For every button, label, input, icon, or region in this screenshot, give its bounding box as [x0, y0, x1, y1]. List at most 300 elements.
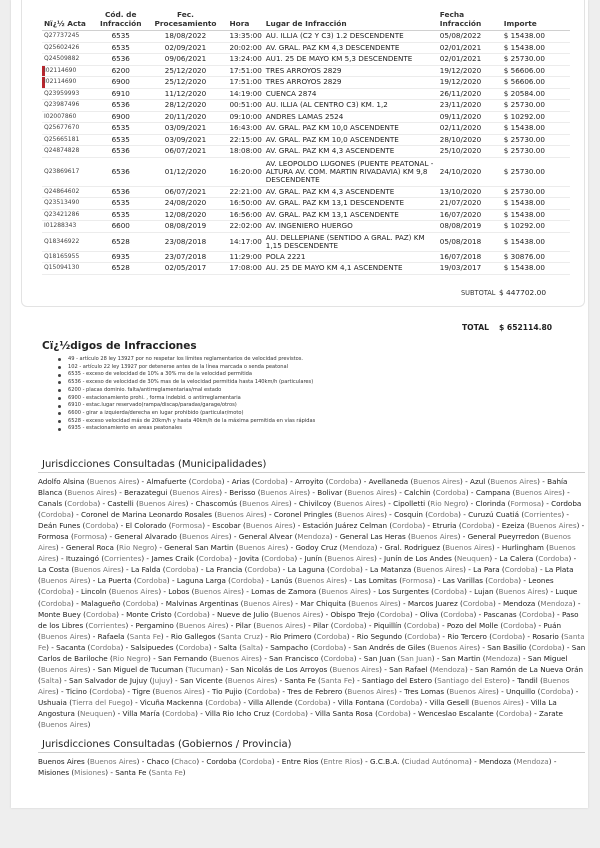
jurisdiction-name: Bahía Blanca [38, 477, 568, 498]
jurisdiction-item: Tres Lomas (Buenos Aires) [404, 686, 499, 696]
cell-fecha-inf: 16/07/2020 [438, 209, 502, 221]
jurisdiction-name: Zarate [539, 708, 563, 718]
jurisdiction-province: Buenos Aires [155, 686, 203, 696]
cell-codigo: 6536 [98, 157, 143, 186]
jurisdiction-province: Cordoba [297, 697, 328, 707]
jurisdiction-province: Buenos Aires [38, 543, 576, 564]
jurisdiction-item: Buenos Aires (Buenos Aires) [38, 757, 140, 766]
cell-fecha-proc: 08/08/2019 [143, 221, 227, 233]
jurisdiction-item: Coronel de Marina Leonardo Rosales (Buenos Aires) [80, 510, 267, 520]
jurisdiction-name: Arroyito [295, 477, 324, 486]
jurisdiction-item: James Craik (Cordoba) [151, 554, 232, 564]
jurisdiction-province: Buenos Aires [256, 620, 303, 630]
jurisdiction-name: Santa Fe [284, 675, 316, 685]
jurisdiction-name: Monte Buey [38, 609, 81, 619]
jurisdiction-province: Cordoba [428, 510, 459, 520]
cell-acta: Q24874828 [42, 146, 98, 158]
cell-importe: $ 15438.00 [502, 232, 570, 251]
jurisdiction-name: Rosario [532, 631, 559, 641]
jurisdiction-name: Tres de Febrero [287, 686, 343, 696]
jurisdiction-province: Cordoba [165, 565, 196, 575]
jurisdiction-item: Malvinas Argentinas (Buenos Aires) [165, 598, 294, 608]
code-item: 6536 - exceso de velocidad de 30% mas de la velocidad permitida hasta 140km/h (particulares) [58, 379, 478, 387]
jurisdiction-name: Villa Allende [248, 697, 293, 707]
subtotal-label: SUBTOTAL [461, 289, 496, 297]
jurisdiction-item: San Vicente (Buenos Aires) [179, 675, 278, 685]
jurisdiction-name: Chaco [146, 757, 169, 766]
table-row [42, 134, 570, 146]
provincial-title: Jurisdicciones Consultadas (Gobiernos / Provincia) [42, 739, 292, 750]
jurisdiction-province: Cordoba [538, 554, 569, 564]
jurisdiction-province: Cordoba [40, 598, 71, 608]
jurisdiction-item: Estación Juárez Celman (Cordoba) [302, 521, 426, 531]
cell-acta: Q23421286 [42, 209, 98, 221]
jurisdiction-province: Cordoba [492, 631, 523, 641]
jurisdiction-province: Cordoba [488, 576, 519, 586]
jurisdiction-province: Cordoba [208, 697, 239, 707]
jurisdiction-item: Pergamino (Buenos Aires) [135, 620, 229, 630]
jurisdiction-province: Cordoba [191, 477, 222, 486]
jurisdiction-province: Cordoba [435, 488, 466, 498]
jurisdiction-item: Arias (Cordoba) [231, 477, 288, 486]
jurisdiction-item: Villa Santa Rosa (Cordoba) [315, 708, 411, 718]
jurisdiction-name: Oliva [419, 609, 439, 619]
jurisdiction-item: Sampacho (Cordoba) [270, 642, 347, 652]
cell-importe: $ 15438.00 [502, 209, 570, 221]
jurisdiction-name: Cordoba [551, 499, 582, 509]
subtotal-value: $ 447702.00 [499, 288, 547, 297]
cell-fecha-proc: 28/12/2020 [143, 100, 227, 112]
jurisdiction-province: Mendoza [516, 757, 549, 766]
cell-fecha-proc: 02/05/2017 [143, 263, 227, 275]
jurisdiction-province: Buenos Aires [351, 598, 398, 608]
jurisdiction-name: Chivilcoy [298, 499, 332, 509]
jurisdiction-province: Cordoba [323, 653, 354, 663]
table-row [42, 209, 570, 221]
code-item: 6535 - exceso de velocidad de 10% a 30% ms de la velocidad permitida [58, 371, 478, 379]
jurisdiction-name: Junín de Los Andes [383, 554, 452, 564]
jurisdiction-name: San Andrés de Giles [353, 642, 426, 652]
jurisdiction-item: San Carlos de Bariloche (Rio Negro) [38, 642, 586, 663]
cell-acta: Q27737245 [42, 31, 98, 43]
jurisdiction-province: Rio Negro [112, 653, 149, 663]
jurisdiction-province: Buenos Aires [347, 686, 395, 696]
table-row [42, 65, 570, 77]
jurisdiction-name: Marcos Juarez [407, 598, 458, 608]
jurisdiction-province: Buenos Aires [243, 598, 291, 608]
cell-importe: $ 15438.00 [502, 123, 570, 135]
jurisdiction-item: Luque (Cordoba) [38, 587, 578, 608]
jurisdiction-province: Buenos Aires [242, 499, 289, 509]
municipal-list: Adolfo Alsina (Buenos Aires) - Almafuerte (Cordoba) - Arias (Cordoba) - Arroyito (Cordoba) - Avellaneda (Buenos Aires) - Azul (Buenos Aires) - Bahía Blanca (Buenos Aires) - Berazategui (Buenos Aires) - Berisso (Buenos Aires) - Bolivar (Buenos Aires) - Calchin (Cordoba) - Campana (Buenos Aires) - Canals (Cordoba) - Castelli (Buenos Aires) - Chascomús (Buenos Aires) - Chivilcoy (Buenos Aires) - Cipolletti (Rio Negro) - Clorinda (Formosa) - Cordoba (Cordoba) - Coronel de Marina Leonardo Rosales (Buenos Aires) - Coronel Pringles (Buenos Aires) - Cosquin (Cordoba) - Curuzú Cuatiá (Corrientes) - Deán Funes (Cordoba) - El Colorado (Formosa) - Escobar (Buenos Aires) - Estación Juárez Celman (Cordoba) - Etruria (Cordoba) - Ezeiza (Buenos Aires) - Formosa (Formosa) - General Alvarado (Buenos Aires) - General Alvear (Mendoza) - General Las Heras (Buenos Aires) - General Pueyrredon (Buenos Aires) - General Roca (Rio Negro) - General San Martin (Buenos Aires) - Godoy Cruz (Mendoza) - Gral. Rodriguez (Buenos Aires) - Hurlingham (Buenos Aires) - Ituzaingó (Corrientes) - James Craik (Cordoba) - Jovita (Cordoba) - Junín (Buenos Aires) - Junín de Los Andes (Neuquen) - La Calera (Cordoba) - La Costa (Buenos Aires) - La Falda (Cordoba) - La Francia (Cordoba) - La Laguna (Cordoba) - La Matanza (Buenos Aires) - La Para (Cordoba) - La Plata (Buenos Aires) - La Puerta (Cordoba) - Laguna Larga (Cordoba) - Lanús (Buenos Aires) - Las Lomitas (Formosa) - Las Varillas (Cordoba) - Leones (Cordoba) - Lincoln (Buenos Aires) - Lobos (Buenos Aires) - Lomas de Zamora (Buenos Aires) - Los Surgentes (Cordoba) - Lujan (Buenos Aires) - Luque (Cordoba) - Malagueño (Cordoba) - Malvinas Argentinas (Buenos Aires) - Mar Chiquita (Buenos Aires) - Marcos Juarez (Cordoba) - Mendoza (Mendoza) - Monte Buey (Cordoba) - Monte Cristo (Cordoba) - Nueve de Julio (Buenos Aires) - Obispo Trejo (Cordoba) - Oliva (Cordoba) - Pascanas (Cordoba) - Paso de los Libres (Corrientes) - Pergamino (Buenos Aires) - Pilar (Buenos Aires) - Pilar (Cordoba) - Piquillín (Cordoba) - Pozo del Molle (Cordoba) - Puán (Buenos Aires) - Rafaela (Santa Fe) - Rio Gallegos (Santa Cruz) - Rio Primero (Cordoba) - Rio Segundo (Cordoba) - Rio Tercero (Cordoba) - Rosario (Santa Fe) - Sacanta (Cordoba) - Salsipuedes (Cordoba) - Salta (Salta) - Sampacho (Cordoba) - San Andrés de Giles (Buenos Aires) - San Basilio (Cordoba) - San Carlos de Bariloche (Rio Negro) - San Fernando (Buenos Aires) - San Francisco (Cordoba) - San Juan (San Juan) - San Martin (Mendoza) - San Miguel (Buenos Aires) - San Miguel de Tucuman (Tucuman) - San Nicolás de Los Arroyos (Buenos Aires) - San Rafael (Mendoza) - San Ramón de La Nueva Orán (Salta) - San Salvador de Jujuy (Jujuy) - San Vicente (Buenos Aires) - Santa Fe (Santa Fe) - Santiago del Estero (Santiago del Estero) - Tandil (Buenos Aires) - Ticino (Cordoba) - Tigre (Buenos Aires) - Tio Pujio (Cordoba) - Tres de Febrero (Buenos Aires) - Tres Lomas (Buenos Aires) - Unquillo (Cordoba) - Ushuaia (Tierra del Fuego) - Vicuña Mackenna (Cordoba) - Villa Allende (Cordoba) - Villa Fontana (Cordoba) - Villa Gesell (Buenos Aires) - Villa La Angostura (Neuquen) - Villa María (Cordoba) - Villa Rio Icho Cruz (Cordoba) - Villa Santa Rosa (Cordoba) - Wenceslao Escalante (Cordoba) - Zarate (Buenos Aires) [38, 477, 586, 730]
jurisdiction-name: Salta [218, 642, 237, 652]
jurisdiction-province: Cordoba [241, 757, 272, 766]
cell-lugar: AV. GRAL. PAZ KM 10,0 ASCENDENTE [264, 134, 438, 146]
jurisdiction-name: Curuzú Cuatiá [468, 510, 520, 520]
jurisdiction-name: Villa Rio Icho Cruz [205, 708, 270, 718]
cell-codigo: 6528 [98, 232, 143, 251]
cell-fecha-proc: 09/06/2021 [143, 54, 227, 66]
jurisdiction-name: Calchin [404, 488, 431, 498]
jurisdiction-name: Rio Segundo [356, 631, 403, 641]
jurisdiction-name: Villa Gesell [429, 697, 470, 707]
jurisdiction-name: La Costa [38, 565, 70, 575]
jurisdiction-name: La Francia [205, 565, 243, 575]
jurisdiction-name: San Miguel [527, 653, 568, 663]
jurisdiction-name: San Salvador de Jujuy [68, 675, 148, 685]
jurisdiction-item: Almafuerte (Cordoba) [146, 477, 225, 486]
jurisdiction-item: Cipolletti (Rio Negro) [393, 499, 469, 509]
jurisdiction-province: Buenos Aires [227, 675, 275, 685]
jurisdiction-province: Cordoba [389, 697, 420, 707]
jurisdiction-province: Buenos Aires [332, 664, 380, 674]
jurisdiction-name: Tres Lomas [404, 686, 445, 696]
cell-fecha-proc: 18/08/2022 [143, 31, 227, 43]
jurisdiction-item: Oliva (Cordoba) [419, 609, 477, 619]
cell-importe: $ 25730.00 [502, 146, 570, 158]
jurisdiction-province: Buenos Aires [194, 587, 242, 597]
jurisdiction-name: Pilar [312, 620, 329, 630]
jurisdiction-province: Buenos Aires [410, 532, 458, 542]
jurisdiction-name: Hurlingham [501, 543, 544, 553]
cell-codigo: 6600 [98, 221, 143, 233]
cell-fecha-inf: 24/10/2020 [438, 157, 502, 186]
table-row [42, 42, 570, 54]
jurisdiction-item: Rafaela (Santa Fe) [97, 631, 164, 641]
jurisdiction-item: La Plata (Buenos Aires) [38, 565, 574, 586]
jurisdiction-name: Monte Cristo [126, 609, 172, 619]
cell-codigo: 6935 [98, 251, 143, 263]
jurisdiction-name: San Carlos de Bariloche [38, 642, 586, 663]
cell-lugar: AU1. 25 DE MAYO KM 5,3 DESCENDENTE [264, 54, 438, 66]
jurisdiction-name: Berisso [229, 488, 256, 498]
code-item: 6935 - estacionamiento en areas peatonales [58, 425, 478, 433]
cell-hora: 16:50:00 [229, 198, 262, 208]
jurisdiction-item: Hurlingham (Buenos Aires) [38, 543, 576, 564]
cell-hora: 14:19:00 [229, 88, 262, 98]
jurisdiction-name: Rio Primero [270, 631, 312, 641]
jurisdiction-item: Deán Funes (Cordoba) [38, 521, 119, 531]
jurisdiction-item: Junín de Los Andes (Neuquen) [383, 554, 493, 564]
cell-hora: 13:24:00 [229, 54, 262, 64]
cell-fecha-proc: 20/11/2020 [143, 111, 227, 123]
jurisdiction-item: Pascanas (Cordoba) [483, 609, 555, 619]
jurisdiction-name: Lujan [474, 587, 494, 597]
jurisdiction-item: Cordoba (Cordoba) [38, 499, 582, 520]
table-row [42, 146, 570, 158]
jurisdiction-province: Buenos Aires [40, 576, 88, 586]
jurisdiction-item: Mar Chiquita (Buenos Aires) [300, 598, 401, 608]
jurisdiction-name: Arias [231, 477, 250, 486]
cell-hora: 16:56:00 [229, 209, 262, 219]
jurisdiction-name: Berazategui [124, 488, 168, 498]
jurisdiction-name: Las Varillas [442, 576, 483, 586]
table-row [42, 100, 570, 112]
cell-importe: $ 56606.00 [502, 65, 570, 77]
jurisdiction-name: San Ramón de La Nueva Orán [474, 664, 584, 674]
codes-title: Cï¿½digos de Infracciones [42, 340, 197, 352]
cell-lugar: AU. 25 DE MAYO KM 4,1 ASCENDENTE [264, 263, 438, 275]
jurisdiction-name: San Miguel de Tucuman [97, 664, 183, 674]
jurisdiction-province: Cordoba [313, 642, 344, 652]
codes-list [58, 356, 478, 433]
cell-acta: Q23987496 [42, 100, 98, 112]
jurisdiction-item: Vicuña Mackenna (Cordoba) [140, 697, 242, 707]
cell-hora: 00:51:00 [229, 100, 262, 110]
table-row [42, 198, 570, 210]
jurisdiction-item: Las Varillas (Cordoba) [442, 576, 522, 586]
jurisdiction-name: La Puerta [97, 576, 132, 586]
jurisdiction-item: La Calera (Cordoba) [499, 554, 572, 564]
jurisdiction-name: Los Surgentes [378, 587, 429, 597]
cell-acta: Q25665181 [42, 134, 98, 146]
jurisdiction-item: Lujan (Buenos Aires) [474, 587, 549, 597]
jurisdiction-item: Avellaneda (Buenos Aires) [368, 477, 463, 486]
jurisdiction-name: Santiago del Estero [362, 675, 432, 685]
cell-hora: 17:08:00 [229, 263, 262, 273]
provincial-list: Buenos Aires (Buenos Aires) - Chaco (Chaco) - Cordoba (Cordoba) - Entre Rios (Entre Rios) - G.C.B.A. (Ciudad Autónoma) - Mendoza (Mendoza) - Misiones (Misiones) - Santa Fe (Santa Fe) [38, 757, 557, 778]
jurisdiction-item: Etruria (Cordoba) [432, 521, 495, 531]
jurisdiction-province: Formosa [402, 576, 433, 586]
jurisdiction-province: Cordoba [92, 686, 123, 696]
jurisdiction-name: Paso de los Libres [38, 609, 579, 630]
jurisdiction-item: Cosquin (Cordoba) [394, 510, 461, 520]
jurisdiction-province: Buenos Aires [337, 510, 385, 520]
cell-fecha-proc: 06/07/2021 [143, 146, 227, 158]
jurisdiction-name: Nueve de Julio [216, 609, 269, 619]
jurisdiction-item: Los Surgentes (Cordoba) [378, 587, 467, 597]
jurisdiction-item: General San Martin (Buenos Aires) [164, 543, 289, 553]
jurisdiction-item: G.C.B.A. (Ciudad Autónoma) [370, 757, 472, 766]
jurisdiction-item: Villa Rio Icho Cruz (Cordoba) [205, 708, 308, 718]
jurisdiction-item: Santa Fe (Santa Fe) [284, 675, 355, 685]
jurisdiction-name: Mendoza [502, 598, 536, 608]
jurisdiction-province: Buenos Aires [138, 499, 186, 509]
cell-codigo: 6535 [98, 134, 143, 146]
cell-lugar: AV. GRAL. PAZ KM 4,3 ASCENDENTE [264, 186, 438, 198]
table-row [42, 263, 570, 275]
jurisdiction-name: Lincoln [80, 587, 107, 597]
jurisdiction-name: Sacanta [56, 642, 86, 652]
jurisdiction-name: La Para [473, 565, 500, 575]
jurisdiction-province: Buenos Aires [327, 554, 374, 564]
jurisdiction-name: Leones [528, 576, 554, 586]
jurisdiction-name: Mar Chiquita [300, 598, 346, 608]
jurisdiction-name: San Basilio [487, 642, 527, 652]
jurisdiction-name: James Craik [151, 554, 194, 564]
cell-hora: 22:02:00 [229, 221, 262, 231]
jurisdiction-item: La Costa (Buenos Aires) [38, 565, 124, 575]
jurisdiction-name: Ushuaia [38, 697, 67, 707]
jurisdiction-name: G.C.B.A. [370, 757, 400, 766]
code-item: 6528 - exceso velocidad más de 20km/h y hasta 40km/h de la máxima permitida en vías rápidas [58, 418, 478, 426]
cell-lugar: AV. GRAL. PAZ KM 10,0 ASCENDENTE [264, 123, 438, 135]
table-row [42, 88, 570, 100]
jurisdiction-province: Cordoba [274, 708, 306, 718]
jurisdiction-province: Ciudad Autónoma [404, 757, 469, 766]
cell-fecha-inf: 08/08/2019 [438, 221, 502, 233]
code-item: 6900 - estacionamiento prohi. , forma indebid. o antirreglamentaria [58, 395, 478, 403]
jurisdiction-province: Cordoba [379, 609, 410, 619]
cell-codigo: 6535 [98, 31, 143, 43]
jurisdiction-item: Marcos Juarez (Cordoba) [407, 598, 496, 608]
jurisdiction-name: San Vicente [179, 675, 223, 685]
jurisdiction-province: Buenos Aires [445, 543, 492, 553]
jurisdiction-name: Cipolletti [393, 499, 426, 509]
jurisdiction-name: Rio Tercero [447, 631, 487, 641]
jurisdiction-province: Buenos Aires [490, 477, 538, 486]
jurisdiction-item: Curuzú Cuatiá (Corrientes) [468, 510, 565, 520]
jurisdiction-name: San Rafael [389, 664, 428, 674]
jurisdiction-name: General Alvear [238, 532, 293, 542]
jurisdiction-item: Rio Primero (Cordoba) [270, 631, 350, 641]
jurisdiction-item: Paso de los Libres (Corrientes) [38, 609, 579, 630]
jurisdiction-name: Pergamino [135, 620, 174, 630]
cell-fecha-inf: 19/03/2017 [438, 263, 502, 275]
jurisdiction-item: Berisso (Buenos Aires) [229, 488, 311, 498]
jurisdiction-item: Salta (Salta) [218, 642, 264, 652]
jurisdiction-province: Jujuy [152, 675, 170, 685]
jurisdiction-item: Junín (Buenos Aires) [304, 554, 377, 564]
jurisdiction-item: Pozo del Molle (Cordoba) [446, 620, 537, 630]
jurisdiction-item: Las Lomitas (Formosa) [354, 576, 436, 586]
jurisdiction-item: El Colorado (Formosa) [125, 521, 205, 531]
jurisdiction-item: Berazategui (Buenos Aires) [124, 488, 223, 498]
jurisdiction-item: La Matanza (Buenos Aires) [370, 565, 466, 575]
cell-lugar: AU. DELLEPIANE (SENTIDO A GRAL. PAZ) KM 1,15 DESCENDENTE [264, 232, 438, 251]
jurisdiction-name: Ezeiza [501, 521, 525, 531]
jurisdiction-item: General Alvear (Mendoza) [238, 532, 333, 542]
jurisdiction-item: Villa La Angostura (Neuquen) [38, 697, 557, 718]
jurisdiction-province: Cordoba [176, 609, 207, 619]
jurisdiction-item: Tigre (Buenos Aires) [132, 686, 205, 696]
jurisdiction-name: Laguna Larga [176, 576, 226, 586]
jurisdiction-province: Buenos Aires [498, 587, 546, 597]
jurisdiction-province: Cordoba [247, 686, 278, 696]
jurisdiction-name: Villa María [122, 708, 160, 718]
jurisdiction-item: Misiones (Misiones) [38, 768, 109, 778]
jurisdiction-name: Estación Juárez Celman [302, 521, 388, 531]
jurisdiction-item: Adolfo Alsina (Buenos Aires) [38, 477, 140, 486]
col-importe: Importe [502, 10, 570, 31]
cell-fecha-proc: 02/09/2021 [143, 42, 227, 54]
jurisdiction-name: Piquillín [373, 620, 402, 630]
cell-fecha-proc: 11/12/2020 [143, 88, 227, 100]
table-row [42, 31, 570, 43]
jurisdiction-item: Mendoza (Mendoza) [478, 757, 552, 766]
jurisdiction-province: Buenos Aires [416, 565, 464, 575]
jurisdiction-province: Salta [40, 675, 59, 685]
jurisdiction-name: Formosa [38, 532, 69, 542]
jurisdiction-province: Buenos Aires [89, 477, 137, 486]
jurisdiction-province: Misiones [74, 768, 106, 778]
jurisdiction-province: Cordoba [406, 620, 437, 630]
jurisdiction-province: Cordoba [164, 708, 196, 718]
jurisdiction-province: Buenos Aires [40, 631, 88, 641]
jurisdiction-name: Lobos [168, 587, 190, 597]
jurisdiction-name: Castelli [107, 499, 134, 509]
jurisdiction-province: Buenos Aires [321, 587, 369, 597]
jurisdiction-name: Chascomús [195, 499, 238, 509]
jurisdiction-province: Cordoba [178, 642, 209, 652]
jurisdiction-name: Cordoba [206, 757, 237, 766]
cell-fecha-inf: 05/08/2022 [438, 31, 502, 43]
cell-hora: 14:17:00 [227, 232, 263, 251]
jurisdiction-province: Chaco [174, 757, 197, 766]
col-fecha-proc: Fec. Procesamiento [143, 10, 227, 31]
jurisdiction-item: La Para (Cordoba) [473, 565, 538, 575]
jurisdiction-province: Cordoba [462, 598, 493, 608]
jurisdiction-item: Campana (Buenos Aires) [475, 488, 565, 498]
cell-hora: 16:43:00 [229, 123, 262, 133]
cell-acta: I02114690 [42, 77, 98, 89]
jurisdiction-name: Rio Gallegos [170, 631, 216, 641]
jurisdiction-province: Formosa [73, 532, 105, 542]
jurisdiction-item: Santiago del Estero (Santiago del Estero) [362, 675, 510, 685]
jurisdiction-name: Jovita [239, 554, 260, 564]
jurisdiction-name: Obispo Trejo [330, 609, 375, 619]
cell-fecha-inf: 16/07/2018 [438, 251, 502, 263]
jurisdiction-item: Puán (Buenos Aires) [38, 620, 562, 641]
table-row [42, 251, 570, 263]
code-item: 49 - artículo 28 ley 13927 por no respetar los límites reglamentarios de velocidad previstos. [58, 356, 478, 364]
jurisdiction-item: Villa Gesell (Buenos Aires) [429, 697, 524, 707]
col-hora: Hora [227, 10, 263, 31]
jurisdiction-name: La Laguna [287, 565, 325, 575]
jurisdiction-item: Obispo Trejo (Cordoba) [330, 609, 413, 619]
cell-codigo: 6910 [98, 88, 143, 100]
jurisdiction-province: Buenos Aires [297, 576, 345, 586]
jurisdiction-item: San Juan (San Juan) [363, 653, 435, 663]
jurisdiction-province: Santa Fe [151, 768, 183, 778]
cell-hora: 13:35:00 [229, 31, 262, 41]
cell-importe: $ 25730.00 [502, 100, 570, 112]
jurisdiction-item: San Nicolás de Los Arroyos (Buenos Aires) [230, 664, 382, 674]
jurisdiction-name: Tigre [132, 686, 151, 696]
table-header-row [42, 10, 570, 31]
jurisdiction-name: Mendoza [478, 757, 512, 766]
cell-lugar: AU. ILLIA (AL CENTRO C3) KM. 1,2 [264, 100, 438, 112]
jurisdiction-name: Escobar [212, 521, 241, 531]
jurisdiction-province: Entre Rios [323, 757, 361, 766]
cell-fecha-inf: 19/12/2020 [438, 65, 502, 77]
jurisdiction-province: Rio Negro [430, 499, 466, 509]
jurisdiction-item: Bolivar (Buenos Aires) [317, 488, 397, 498]
jurisdiction-name: Adolfo Alsina [38, 477, 85, 486]
cell-fecha-proc: 03/09/2021 [143, 123, 227, 135]
jurisdiction-province: Buenos Aires [74, 565, 121, 575]
cell-lugar: AV. LEOPOLDO LUGONES (PUENTE PEATONAL - ALTURA AV. COM. MARTIN RIVADAVIA) KM 9,8 DESCENDENTE [264, 157, 438, 186]
municipal-divider [38, 472, 585, 473]
provincial-divider [38, 752, 585, 753]
jurisdiction-item: Salsipuedes (Cordoba) [130, 642, 212, 652]
table-row [42, 221, 570, 233]
cell-fecha-proc: 12/08/2020 [143, 209, 227, 221]
jurisdiction-province: Cordoba [443, 609, 474, 619]
cell-importe: $ 10292.00 [502, 221, 570, 233]
cell-importe: $ 25730.00 [502, 134, 570, 146]
jurisdiction-name: Malvinas Argentinas [165, 598, 239, 608]
jurisdiction-name: Luque [555, 587, 578, 597]
jurisdiction-item: Leones (Cordoba) [38, 576, 554, 597]
cell-lugar: TRES ARROYOS 2829 [264, 65, 438, 77]
jurisdiction-name: San Nicolás de Los Arroyos [230, 664, 328, 674]
jurisdiction-item: Chaco (Chaco) [146, 757, 200, 766]
jurisdiction-province: Cordoba [125, 598, 156, 608]
jurisdiction-item: San Ramón de La Nueva Orán (Salta) [38, 664, 584, 685]
jurisdiction-item: Ezeiza (Buenos Aires) [501, 521, 580, 531]
jurisdiction-province: Buenos Aires [238, 543, 286, 553]
